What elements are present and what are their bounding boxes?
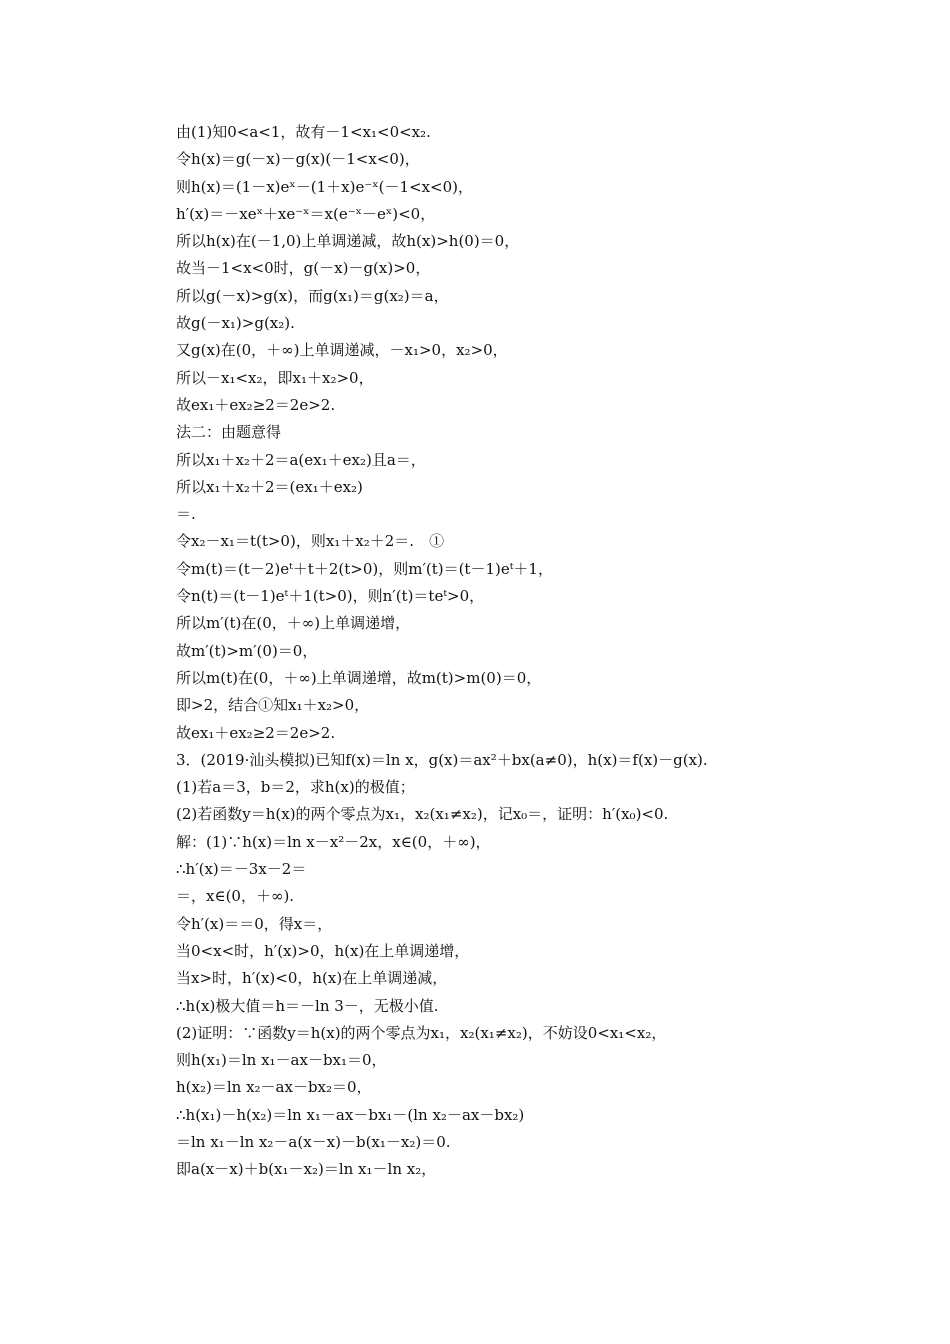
method-two-heading: 法二：由题意得 xyxy=(176,423,282,442)
text-line: 所以g(－x)>g(x)，而g(x₁)＝g(x₂)＝a， xyxy=(176,286,449,305)
text-line: 当0<x<时，h′(x)>0，h(x)在上单调递增， xyxy=(176,941,470,960)
text-line: 所以－x₁<x₂，即x₁＋x₂>0， xyxy=(176,368,374,387)
text-line: h′(x)＝－xeˣ＋xe⁻ˣ＝x(e⁻ˣ－eˣ)<0， xyxy=(176,204,436,223)
text-line: 故ex₁＋ex₂≥2＝2e>2. xyxy=(176,723,336,742)
solution-text-block xyxy=(176,119,816,1184)
text-line: 故ex₁＋ex₂≥2＝2e>2. xyxy=(176,395,336,414)
text-line: 令h′(x)＝＝0，得x＝， xyxy=(176,914,333,933)
text-line: 令h(x)＝g(－x)－g(x)(－1<x<0)， xyxy=(176,150,420,169)
text-line: 令m(t)＝(t－2)eᵗ＋t＋2(t>0)，则m′(t)＝(t－1)eᵗ＋1， xyxy=(176,559,553,578)
text-line: 当x>时，h′(x)<0，h(x)在上单调递减， xyxy=(176,969,448,988)
text-line: 所以x₁＋x₂＋2＝a(ex₁＋ex₂)且a＝， xyxy=(176,450,426,469)
text-line: ＝，x∈(0，＋∞). xyxy=(176,887,295,906)
text-line: 所以m(t)在(0，＋∞)上单调递增，故m(t)>m(0)＝0， xyxy=(176,668,542,687)
problem-part-two: (2)若函数y＝h(x)的两个零点为x₁，x₂(x₁≠x₂)，记x₀＝，证明：h′(x₀)<0. xyxy=(176,805,669,824)
text-line: 故m′(t)>m′(0)＝0， xyxy=(176,641,318,660)
text-line: 故当－1<x<0时，g(－x)－g(x)>0， xyxy=(176,259,431,278)
text-line: 即>2，结合①知x₁＋x₂>0， xyxy=(176,696,370,715)
text-line: 即a(x－x)＋b(x₁－x₂)＝ln x₁－ln x₂， xyxy=(176,1160,437,1179)
problem-three-statement: 3．(2019·汕头模拟)已知f(x)＝ln x，g(x)＝ax²＋bx(a≠0)，h(x)＝f(x)－g(x). xyxy=(176,750,708,769)
text-line: 所以m′(t)在(0，＋∞)上单调递增， xyxy=(176,614,411,633)
text-line: 所以h(x)在(－1,0)上单调递减，故h(x)>h(0)＝0， xyxy=(176,232,520,251)
text-line: ∴h′(x)＝－3x－2＝ xyxy=(176,860,307,879)
text-line: 又g(x)在(0，＋∞)上单调递减，－x₁>0，x₂>0， xyxy=(176,341,508,360)
text-line: ∴h(x₁)－h(x₂)＝ln x₁－ax－bx₁－(ln x₂－ax－bx₂) xyxy=(176,1105,525,1124)
problem-part-one: (1)若a＝3，b＝2，求h(x)的极值； xyxy=(176,778,415,797)
text-line: ＝. xyxy=(176,505,196,524)
text-line: 令n(t)＝(t－1)eᵗ＋1(t>0)，则n′(t)＝teᵗ>0， xyxy=(176,587,485,606)
text-line: 则h(x)＝(1－x)eˣ－(1＋x)e⁻ˣ(－1<x<0)， xyxy=(176,177,474,196)
proof-start: (2)证明：∵函数y＝h(x)的两个零点为x₁，x₂(x₁≠x₂)，不妨设0<x₁<x₂， xyxy=(176,1023,667,1042)
solution-start: 解：(1)∵h(x)＝ln x－x²－2x，x∈(0，＋∞)， xyxy=(176,832,491,851)
text-line: 则h(x₁)＝ln x₁－ax－bx₁＝0， xyxy=(176,1051,387,1070)
text-line: 由(1)知0<a<1，故有－1<x₁<0<x₂. xyxy=(176,123,431,141)
text-line: 故g(－x₁)>g(x₂). xyxy=(176,314,295,333)
text-line: 所以x₁＋x₂＋2＝(ex₁＋ex₂) xyxy=(176,477,363,496)
text-line: h(x₂)＝ln x₂－ax－bx₂＝0， xyxy=(176,1078,372,1097)
text-line: 令x₂－x₁＝t(t>0)，则x₁＋x₂＋2＝. ① xyxy=(176,532,445,551)
text-line: ∴h(x)极大值＝h＝－ln 3－，无极小值. xyxy=(176,996,439,1015)
text-line: ＝ln x₁－ln x₂－a(x－x)－b(x₁－x₂)＝0. xyxy=(176,1132,451,1151)
